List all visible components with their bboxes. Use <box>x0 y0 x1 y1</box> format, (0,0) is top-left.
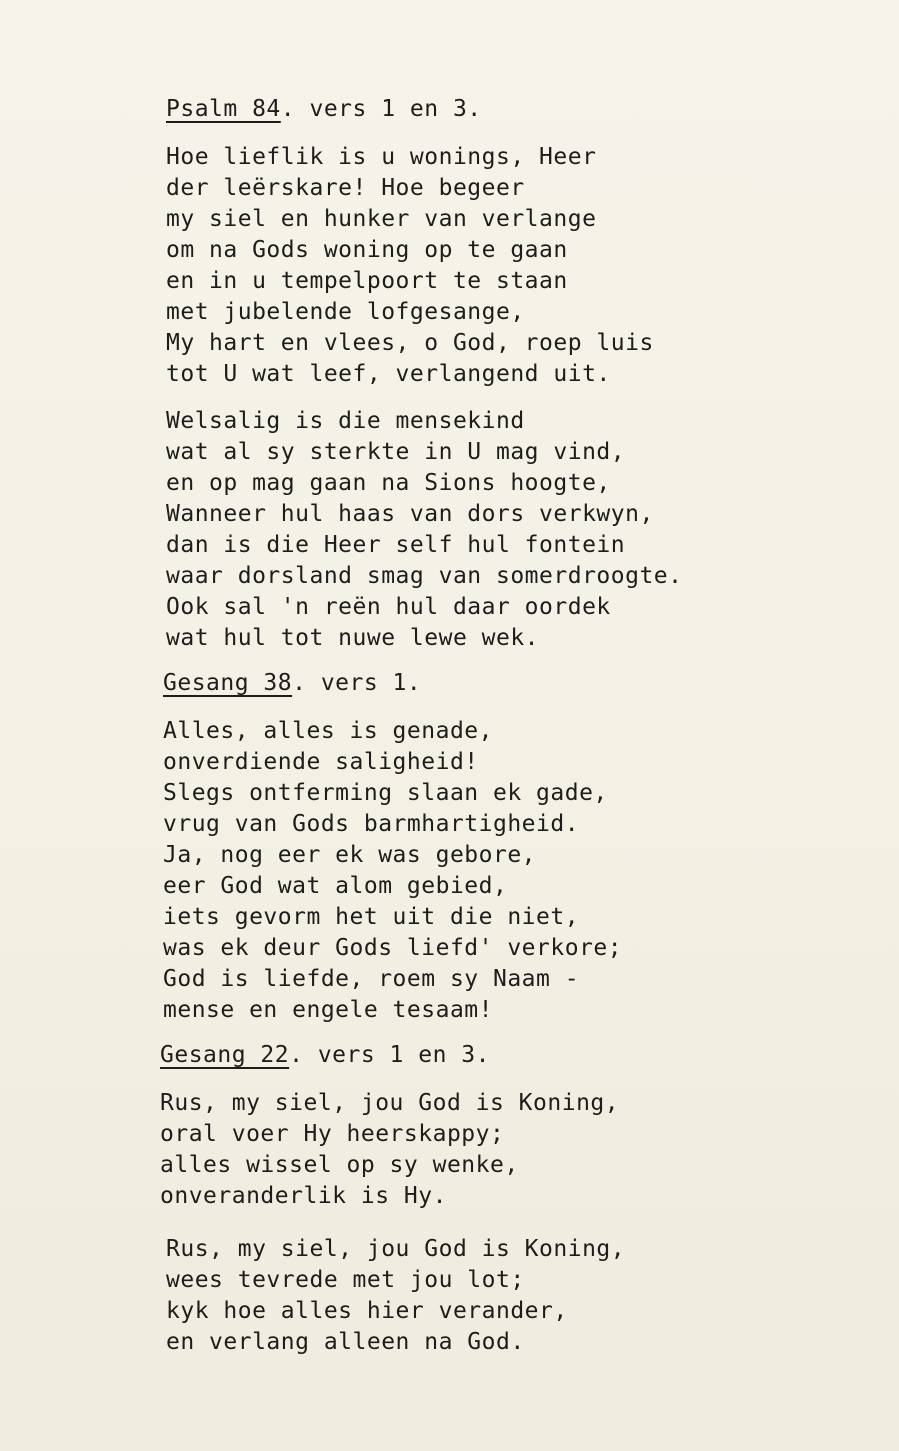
heading-verses: . vers 1 en 3. <box>280 96 482 122</box>
section-gesang-38 <box>163 666 860 1026</box>
stanza <box>166 142 860 390</box>
stanza <box>166 1234 860 1358</box>
verse-line: iets gevorm het uit die niet, <box>163 904 580 930</box>
heading-title: Psalm 84 <box>166 96 281 122</box>
verse-line: Rus, my siel, jou God is Koning, <box>160 1090 620 1116</box>
verse-line: vrug van Gods barmhartigheid. <box>163 811 580 837</box>
stanza <box>166 406 860 654</box>
verse-line: dan is die Heer self hul fontein <box>166 532 626 558</box>
verse-line: en verlang alleen na God. <box>166 1329 525 1355</box>
verse-line: en in u tempelpoort te staan <box>166 268 568 294</box>
verse-line: Hoe lieflik is u wonings, Heer <box>166 144 597 170</box>
heading-verses: . vers 1. <box>292 670 422 696</box>
heading-title: Gesang 22 <box>160 1042 290 1068</box>
heading-title: Gesang 38 <box>163 670 293 696</box>
verse-line: my siel en hunker van verlange <box>166 206 597 232</box>
verse-line: eer God wat alom gebied, <box>163 873 508 899</box>
verse-line: onveranderlik is Hy. <box>160 1183 447 1209</box>
section-heading <box>166 92 860 126</box>
verse-line: om na Gods woning op te gaan <box>166 237 568 263</box>
section-heading <box>163 666 860 700</box>
verse-line: kyk hoe alles hier verander, <box>166 1298 568 1324</box>
verse-line: wees tevrede met jou lot; <box>166 1267 525 1293</box>
section-heading <box>160 1038 860 1072</box>
verse-line: Welsalig is die mensekind <box>166 408 525 434</box>
verse-line: oral voer Hy heerskappy; <box>160 1121 505 1147</box>
verse-line: tot U wat leef, verlangend uit. <box>166 361 611 387</box>
verse-line: God is liefde, roem sy Naam - <box>163 966 580 992</box>
verse-line: Slegs ontferming slaan ek gade, <box>163 780 608 806</box>
verse-line: met jubelende lofgesange, <box>166 299 525 325</box>
verse-line: Alles, alles is genade, <box>163 718 493 744</box>
verse-line: alles wissel op sy wenke, <box>160 1152 519 1178</box>
stanza <box>160 1088 860 1212</box>
verse-line: Rus, my siel, jou God is Koning, <box>166 1236 626 1262</box>
section-gesang-22 <box>160 1038 860 1358</box>
verse-line: mense en engele tesaam! <box>163 997 493 1023</box>
verse-line: wat hul tot nuwe lewe wek. <box>166 625 540 651</box>
hymn-text <box>160 92 860 1358</box>
verse-line: was ek deur Gods liefd' verkore; <box>163 935 623 961</box>
section-psalm-84 <box>166 92 860 654</box>
verse-line: en op mag gaan na Sions hoogte, <box>166 470 611 496</box>
verse-line: der leërskare! Hoe begeer <box>166 175 525 201</box>
verse-line: Wanneer hul haas van dors verkwyn, <box>166 501 654 527</box>
verse-line: onverdiende saligheid! <box>163 749 479 775</box>
verse-line: Ook sal 'n reën hul daar oordek <box>166 594 611 620</box>
heading-verses: . vers 1 en 3. <box>289 1042 490 1068</box>
verse-line: wat al sy sterkte in U mag vind, <box>166 439 626 465</box>
verse-line: Ja, nog eer ek was gebore, <box>163 842 537 868</box>
verse-line: waar dorsland smag van somerdroogte. <box>166 563 683 589</box>
stanza <box>163 716 860 1026</box>
verse-line: My hart en vlees, o God, roep luis <box>166 330 654 356</box>
